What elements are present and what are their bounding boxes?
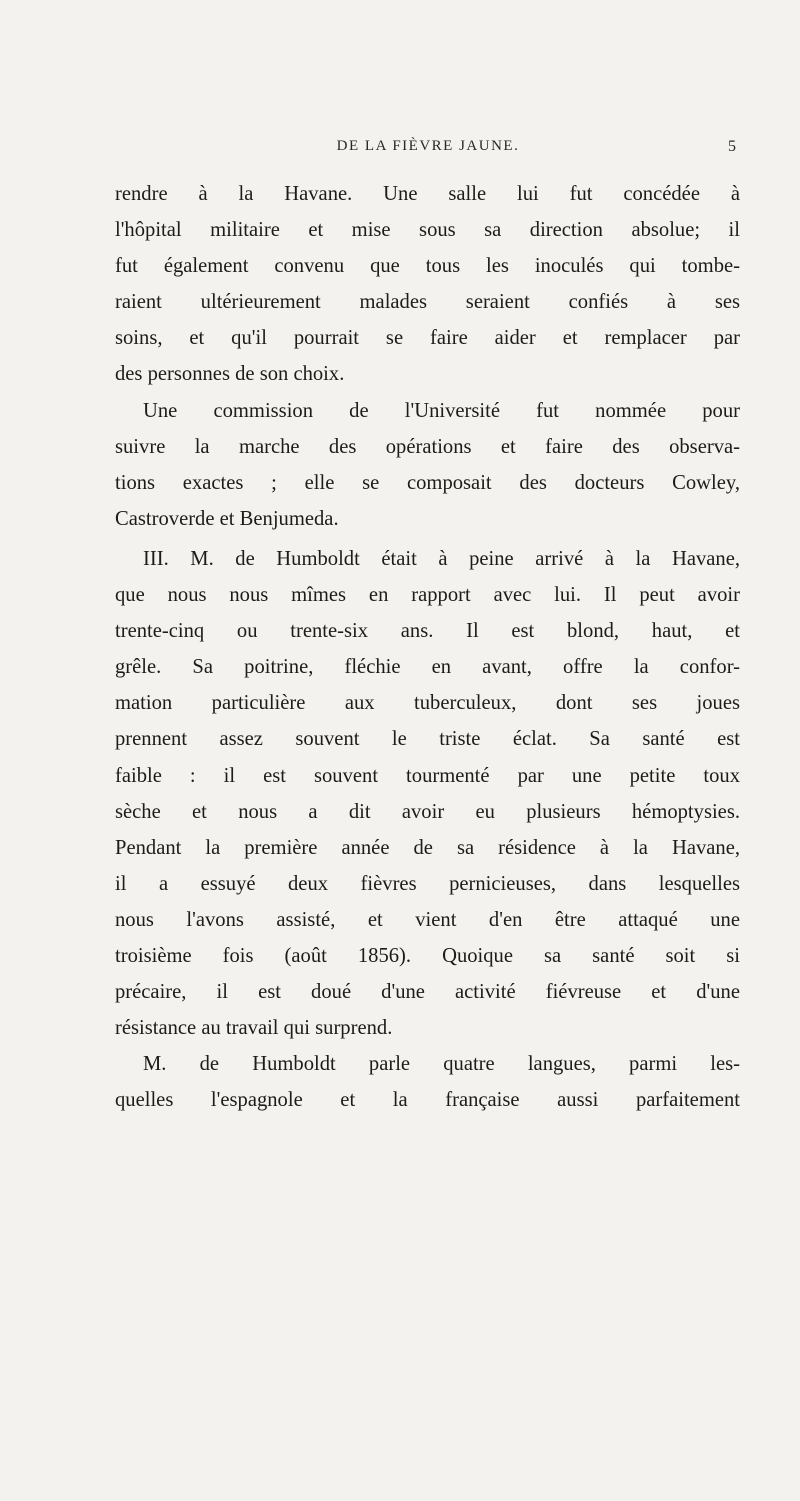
text-line: que nous nous mîmes en rapport avec lui. Il peut avoir (115, 584, 740, 607)
text-line: III. M. de Humboldt était à peine arrivé à la Havane, (143, 547, 740, 570)
running-header (120, 138, 736, 162)
text-line: raient ultérieurement malades seraient confiés à ses (115, 291, 740, 314)
text-line: faible : il est souvent tourmenté par une petite toux (115, 764, 740, 787)
text-line: rendre à la Havane. Une salle lui fut concédée à (115, 183, 740, 205)
text-line: tions exactes ; elle se composait des docteurs Cowley, (115, 471, 740, 494)
text-line: mation particulière aux tuberculeux, dont ses joues (115, 692, 740, 715)
text-line: des personnes de son choix. (115, 363, 345, 386)
text-line: quelles l'espagnole et la française aussi parfaitement (115, 1089, 740, 1112)
text-line: Castroverde et Benjumeda. (115, 507, 339, 530)
text-line: troisième fois (août 1856). Quoique sa santé soit si (115, 944, 740, 967)
text-line: nous l'avons assisté, et vient d'en être attaqué une (115, 908, 740, 931)
running-title: DE LA FIÈVRE JAUNE. (336, 138, 520, 154)
text-line: l'hôpital militaire et mise sous sa direction absolue; il (115, 219, 740, 242)
body-text (115, 176, 740, 1118)
page-number: 5 (728, 138, 736, 155)
text-line: il a essuyé deux fièvres pernicieuses, dans lesquelles (115, 872, 740, 895)
text-line: Une commission de l'Université fut nommée pour (143, 399, 740, 422)
text-line: grêle. Sa poitrine, fléchie en avant, offre la confor- (115, 656, 740, 679)
text-line: trente-cinq ou trente-six ans. Il est blond, haut, et (115, 620, 740, 643)
text-line: précaire, il est doué d'une activité fiévreuse et d'une (115, 981, 740, 1004)
text-line: résistance au travail qui surprend. (115, 1017, 393, 1040)
text-line: suivre la marche des opérations et faire des observa- (115, 435, 740, 458)
text-line: prennent assez souvent le triste éclat. Sa santé est (115, 728, 740, 751)
text-line: soins, et qu'il pourrait se faire aider et remplacer par (115, 327, 740, 350)
text-line: Pendant la première année de sa résidence à la Havane, (115, 836, 740, 859)
text-line: M. de Humboldt parle quatre langues, parmi les- (143, 1053, 740, 1076)
text-line: fut également convenu que tous les inoculés qui tombe- (115, 255, 740, 278)
text-line: sèche et nous a dit avoir eu plusieurs hémoptysies. (115, 800, 740, 823)
